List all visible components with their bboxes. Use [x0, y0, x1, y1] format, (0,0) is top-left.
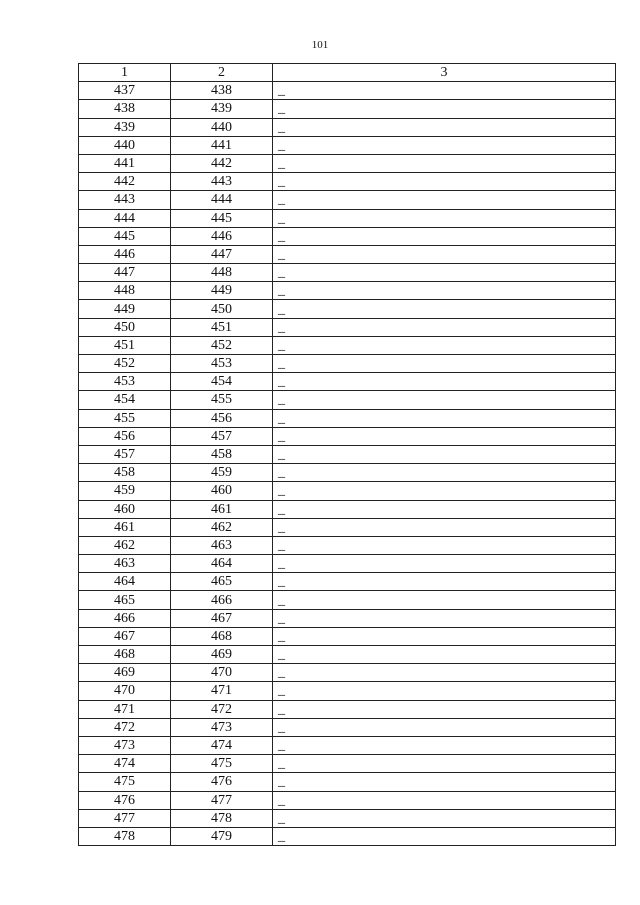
table-cell-col1: 463	[79, 555, 171, 573]
table-row	[79, 700, 616, 718]
table-row	[79, 427, 616, 445]
table-cell-col1: 451	[79, 336, 171, 354]
table-row	[79, 482, 616, 500]
table-cell-col3: _	[273, 646, 616, 664]
table-cell-col2: 446	[171, 227, 273, 245]
table-cell-col3: _	[273, 827, 616, 845]
table-cell-col1: 460	[79, 500, 171, 518]
table-cell-col3: _	[273, 282, 616, 300]
table-row	[79, 282, 616, 300]
table-row	[79, 136, 616, 154]
table-cell-col2: 468	[171, 627, 273, 645]
table-cell-col2: 464	[171, 555, 273, 573]
table-cell-col2: 444	[171, 191, 273, 209]
table-cell-col1: 465	[79, 591, 171, 609]
table-cell-col3: _	[273, 809, 616, 827]
table-row	[79, 264, 616, 282]
table-cell-col2: 475	[171, 755, 273, 773]
table-cell-col2: 474	[171, 736, 273, 754]
table-row	[79, 100, 616, 118]
table-cell-col3: _	[273, 736, 616, 754]
table-cell-col2: 459	[171, 464, 273, 482]
table-body	[79, 82, 616, 846]
table-cell-col3: _	[273, 518, 616, 536]
table-cell-col2: 471	[171, 682, 273, 700]
table-cell-col3: _	[273, 391, 616, 409]
table-cell-col1: 440	[79, 136, 171, 154]
table-row	[79, 355, 616, 373]
table-cell-col2: 478	[171, 809, 273, 827]
table-row	[79, 609, 616, 627]
table-cell-col3: _	[273, 500, 616, 518]
table-cell-col2: 470	[171, 664, 273, 682]
table-cell-col1: 477	[79, 809, 171, 827]
table-cell-col2: 463	[171, 536, 273, 554]
table-row	[79, 445, 616, 463]
table-row	[79, 300, 616, 318]
table-cell-col1: 442	[79, 173, 171, 191]
table-cell-col2: 458	[171, 445, 273, 463]
table-cell-col1: 439	[79, 118, 171, 136]
table-cell-col1: 475	[79, 773, 171, 791]
table-cell-col2: 467	[171, 609, 273, 627]
table-row	[79, 718, 616, 736]
table-row	[79, 755, 616, 773]
table-cell-col3: _	[273, 555, 616, 573]
table-cell-col1: 455	[79, 409, 171, 427]
table-cell-col3: _	[273, 373, 616, 391]
table-cell-col1: 437	[79, 82, 171, 100]
table-cell-col3: _	[273, 536, 616, 554]
table-cell-col1: 438	[79, 100, 171, 118]
table-cell-col3: _	[273, 573, 616, 591]
table-cell-col2: 472	[171, 700, 273, 718]
table-cell-col1: 453	[79, 373, 171, 391]
table-cell-col2: 457	[171, 427, 273, 445]
table-row	[79, 573, 616, 591]
table-row	[79, 555, 616, 573]
table-cell-col2: 456	[171, 409, 273, 427]
table-cell-col3: _	[273, 682, 616, 700]
table-row	[79, 664, 616, 682]
table-cell-col2: 473	[171, 718, 273, 736]
table-cell-col3: _	[273, 209, 616, 227]
table-cell-col2: 462	[171, 518, 273, 536]
table-cell-col1: 456	[79, 427, 171, 445]
table-cell-col3: _	[273, 173, 616, 191]
column-header-2: 2	[171, 64, 273, 82]
table-cell-col1: 467	[79, 627, 171, 645]
column-header-1: 1	[79, 64, 171, 82]
table-cell-col1: 478	[79, 827, 171, 845]
table-cell-col2: 452	[171, 336, 273, 354]
table-cell-col1: 457	[79, 445, 171, 463]
table-row	[79, 646, 616, 664]
table-cell-col2: 465	[171, 573, 273, 591]
table-cell-col1: 466	[79, 609, 171, 627]
table-cell-col1: 464	[79, 573, 171, 591]
data-table	[78, 63, 616, 846]
table-cell-col3: _	[273, 191, 616, 209]
table-cell-col1: 476	[79, 791, 171, 809]
table-cell-col2: 453	[171, 355, 273, 373]
table-cell-col3: _	[273, 154, 616, 172]
table-cell-col3: _	[273, 718, 616, 736]
table-cell-col3: _	[273, 791, 616, 809]
table-row	[79, 591, 616, 609]
table-row	[79, 173, 616, 191]
table-row	[79, 209, 616, 227]
table-cell-col3: _	[273, 445, 616, 463]
table-cell-col1: 474	[79, 755, 171, 773]
table-cell-col1: 443	[79, 191, 171, 209]
table-cell-col2: 438	[171, 82, 273, 100]
table-cell-col2: 479	[171, 827, 273, 845]
table-cell-col1: 452	[79, 355, 171, 373]
table-header-row	[79, 64, 616, 82]
table-row	[79, 736, 616, 754]
table-cell-col2: 454	[171, 373, 273, 391]
table-row	[79, 391, 616, 409]
table-cell-col3: _	[273, 664, 616, 682]
table-cell-col2: 448	[171, 264, 273, 282]
table-cell-col3: _	[273, 318, 616, 336]
table-cell-col3: _	[273, 227, 616, 245]
table-row	[79, 682, 616, 700]
table-cell-col1: 462	[79, 536, 171, 554]
table-cell-col2: 441	[171, 136, 273, 154]
table-cell-col3: _	[273, 591, 616, 609]
table-cell-col2: 445	[171, 209, 273, 227]
table-cell-col1: 468	[79, 646, 171, 664]
table-cell-col3: _	[273, 336, 616, 354]
table-cell-col1: 449	[79, 300, 171, 318]
table-cell-col3: _	[273, 118, 616, 136]
table-row	[79, 82, 616, 100]
table-cell-col2: 469	[171, 646, 273, 664]
table-cell-col3: _	[273, 245, 616, 263]
table-row	[79, 373, 616, 391]
table-cell-col3: _	[273, 464, 616, 482]
table-cell-col1: 471	[79, 700, 171, 718]
table-row	[79, 809, 616, 827]
table-cell-col1: 450	[79, 318, 171, 336]
table-cell-col1: 444	[79, 209, 171, 227]
table-cell-col3: _	[273, 100, 616, 118]
table-cell-col2: 449	[171, 282, 273, 300]
table-cell-col3: _	[273, 627, 616, 645]
table-cell-col3: _	[273, 609, 616, 627]
table-cell-col3: _	[273, 136, 616, 154]
table-row	[79, 627, 616, 645]
table-cell-col1: 448	[79, 282, 171, 300]
table-cell-col2: 451	[171, 318, 273, 336]
table-row	[79, 191, 616, 209]
table-cell-col2: 450	[171, 300, 273, 318]
column-header-3: 3	[273, 64, 616, 82]
table-cell-col2: 477	[171, 791, 273, 809]
table-cell-col3: _	[273, 300, 616, 318]
page-number: 101	[311, 39, 329, 51]
table-cell-col1: 470	[79, 682, 171, 700]
table-cell-col1: 473	[79, 736, 171, 754]
table-cell-col2: 476	[171, 773, 273, 791]
table-row	[79, 227, 616, 245]
table-cell-col3: _	[273, 409, 616, 427]
table-cell-col2: 442	[171, 154, 273, 172]
table-cell-col2: 466	[171, 591, 273, 609]
table-cell-col1: 461	[79, 518, 171, 536]
table-row	[79, 536, 616, 554]
table-row	[79, 336, 616, 354]
table-cell-col3: _	[273, 355, 616, 373]
table-cell-col2: 455	[171, 391, 273, 409]
table-cell-col1: 472	[79, 718, 171, 736]
table-cell-col1: 454	[79, 391, 171, 409]
table-cell-col2: 440	[171, 118, 273, 136]
table-cell-col2: 439	[171, 100, 273, 118]
table-cell-col2: 460	[171, 482, 273, 500]
table-cell-col3: _	[273, 427, 616, 445]
table-row	[79, 791, 616, 809]
table-row	[79, 118, 616, 136]
table-row	[79, 500, 616, 518]
table-cell-col1: 458	[79, 464, 171, 482]
table-row	[79, 464, 616, 482]
table-cell-col3: _	[273, 264, 616, 282]
table-cell-col2: 443	[171, 173, 273, 191]
table-cell-col2: 461	[171, 500, 273, 518]
table-cell-col1: 441	[79, 154, 171, 172]
table-cell-col3: _	[273, 700, 616, 718]
table-cell-col1: 446	[79, 245, 171, 263]
table-row	[79, 154, 616, 172]
table-cell-col1: 447	[79, 264, 171, 282]
table-row	[79, 409, 616, 427]
table-cell-col2: 447	[171, 245, 273, 263]
table-cell-col1: 469	[79, 664, 171, 682]
table-row	[79, 318, 616, 336]
table-cell-col3: _	[273, 755, 616, 773]
table-row	[79, 827, 616, 845]
table-cell-col1: 445	[79, 227, 171, 245]
table-cell-col3: _	[273, 773, 616, 791]
table-row	[79, 245, 616, 263]
table-row	[79, 518, 616, 536]
table-cell-col3: _	[273, 482, 616, 500]
table-row	[79, 773, 616, 791]
table-cell-col3: _	[273, 82, 616, 100]
table-cell-col1: 459	[79, 482, 171, 500]
